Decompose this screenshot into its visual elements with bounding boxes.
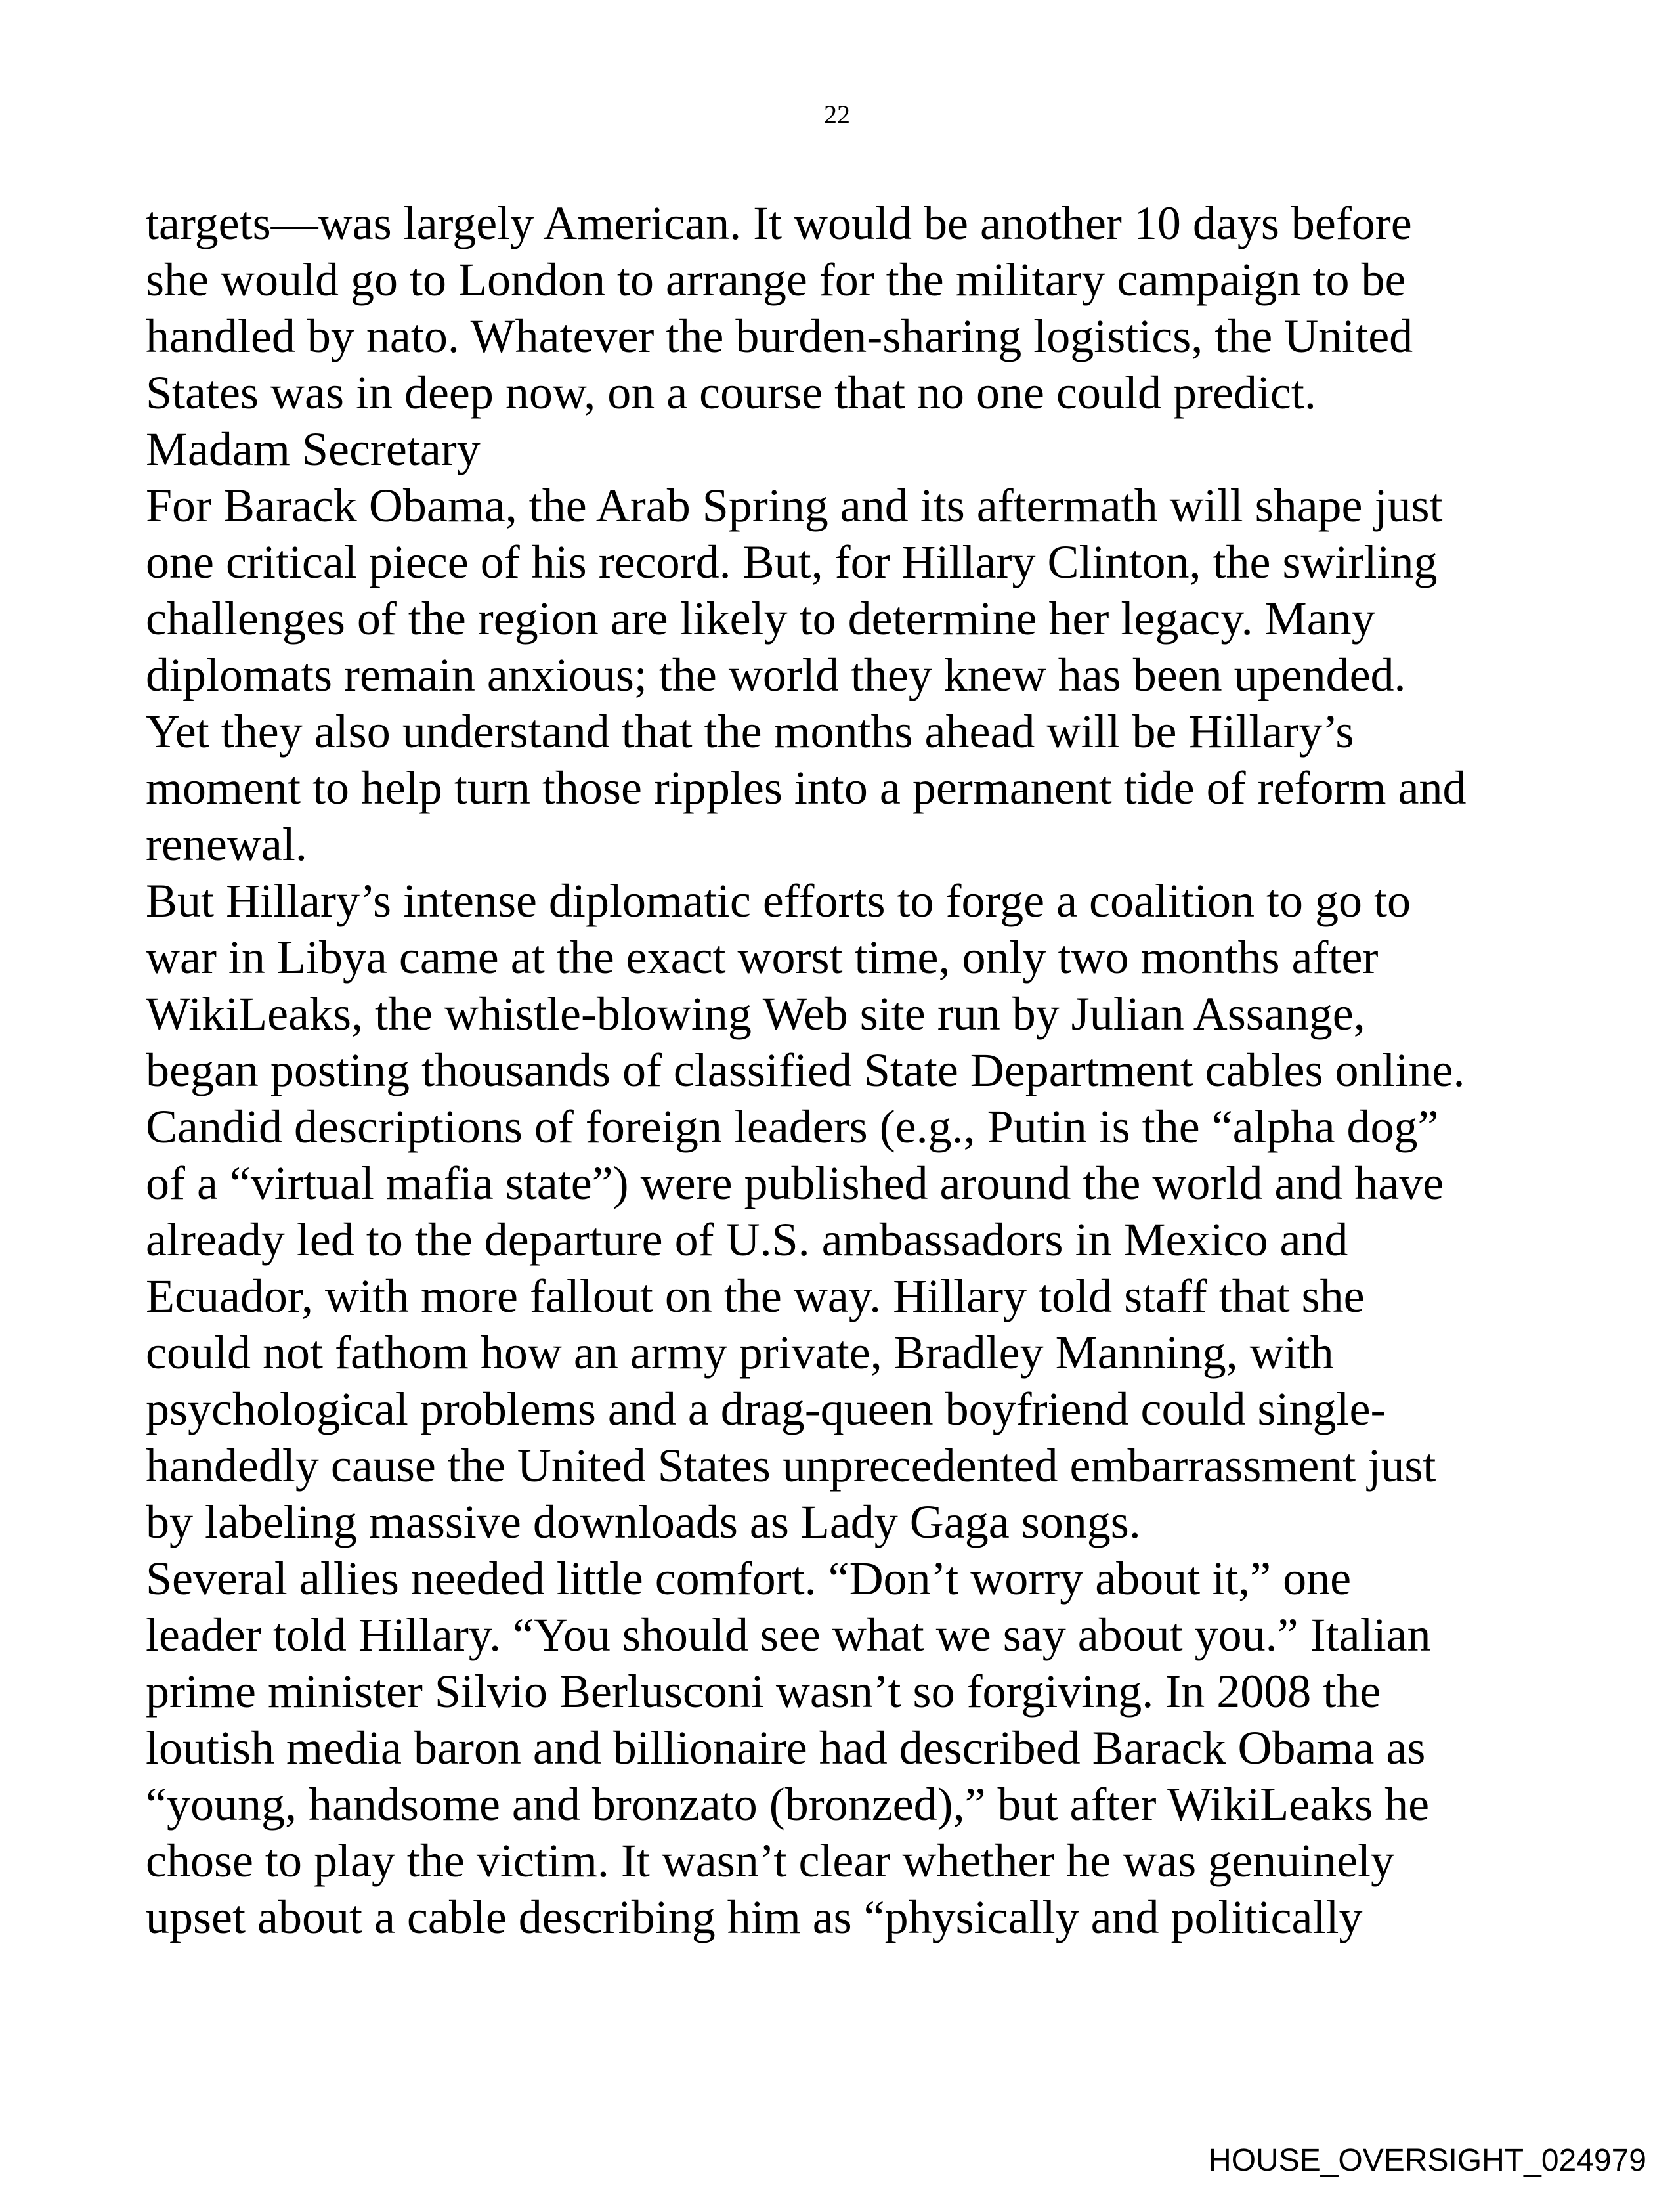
text-line: she would go to London to arrange for the military campaign to be xyxy=(146,253,1406,306)
text-line: Ecuador, with more fallout on the way. Hillary told staff that she xyxy=(146,1270,1365,1322)
text-line: war in Libya came at the exact worst time, only two months after xyxy=(146,931,1379,984)
text-line: But Hillary’s intense diplomatic efforts to forge a coalition to go to xyxy=(146,875,1411,927)
text-line: WikiLeaks, the whistle-blowing Web site run by Julian Assange, xyxy=(146,987,1365,1040)
section-heading: Madam Secretary xyxy=(146,423,481,475)
body-text xyxy=(146,195,1551,1945)
text-line: one critical piece of his record. But, for Hillary Clinton, the swirling xyxy=(146,536,1438,588)
text-line: handedly cause the United States unprecedented embarrassment just xyxy=(146,1439,1436,1492)
text-line: chose to play the victim. It wasn’t clear whether he was genuinely xyxy=(146,1834,1395,1887)
text-line: prime minister Silvio Berlusconi wasn’t so forgiving. In 2008 the xyxy=(146,1665,1381,1718)
text-line: began posting thousands of classified State Department cables online. xyxy=(146,1044,1465,1096)
text-line: could not fathom how an army private, Bradley Manning, with xyxy=(146,1326,1334,1379)
text-line: already led to the departure of U.S. ambassadors in Mexico and xyxy=(146,1213,1348,1266)
text-line: psychological problems and a drag-queen boyfriend could single- xyxy=(146,1383,1386,1435)
text-line: renewal. xyxy=(146,818,307,871)
text-line: by labeling massive downloads as Lady Gaga songs. xyxy=(146,1496,1141,1548)
text-line: moment to help turn those ripples into a permanent tide of reform and xyxy=(146,762,1467,814)
text-line: targets—was largely American. It would be another 10 days before xyxy=(146,197,1412,249)
text-line: diplomats remain anxious; the world they knew has been upended. xyxy=(146,649,1406,701)
text-line: loutish media baron and billionaire had described Barack Obama as xyxy=(146,1722,1426,1774)
text-line: of a “virtual mafia state”) were published around the world and have xyxy=(146,1157,1444,1209)
text-line: For Barack Obama, the Arab Spring and its aftermath will shape just xyxy=(146,479,1443,532)
document-id-footer: HOUSE_OVERSIGHT_024979 xyxy=(1209,2143,1646,2178)
text-line: Several allies needed little comfort. “Don’t worry about it,” one xyxy=(146,1552,1352,1605)
text-line: Candid descriptions of foreign leaders (e.g., Putin is the “alpha dog” xyxy=(146,1100,1439,1153)
text-line: States was in deep now, on a course that no one could predict. xyxy=(146,366,1316,419)
text-line: leader told Hillary. “You should see what we say about you.” Italian xyxy=(146,1609,1431,1661)
text-line: upset about a cable describing him as “physically and politically xyxy=(146,1891,1363,1943)
text-line: challenges of the region are likely to determine her legacy. Many xyxy=(146,592,1375,645)
text-line: Yet they also understand that the months ahead will be Hillary’s xyxy=(146,705,1354,758)
text-line: “young, handsome and bronzato (bronzed),” but after WikiLeaks he xyxy=(146,1778,1430,1831)
text-line: handled by nato. Whatever the burden-sharing logistics, the United xyxy=(146,310,1413,362)
page-number: 22 xyxy=(824,100,850,129)
